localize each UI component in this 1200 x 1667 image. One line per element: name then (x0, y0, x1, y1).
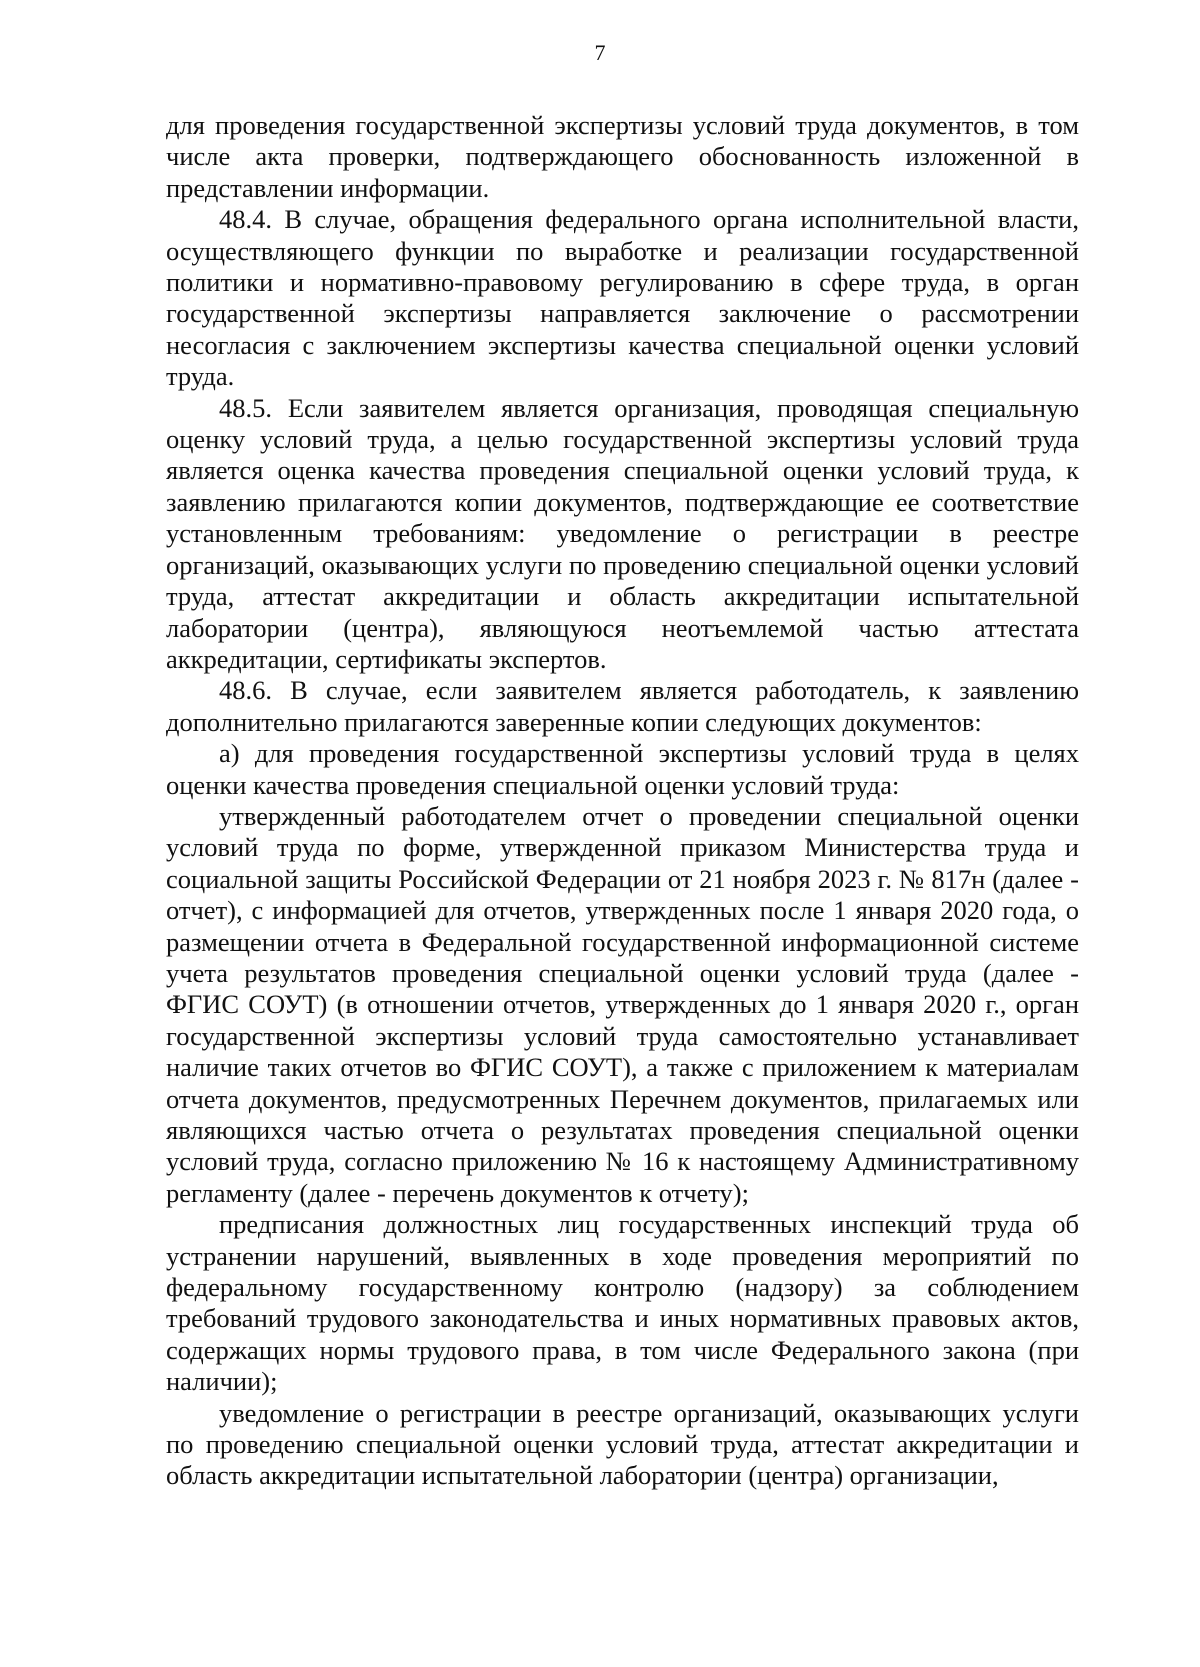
page-number: 7 (594, 40, 606, 65)
paragraph-48-5: 48.5. Если заявителем является организация, проводящая специальную оценку условий труда, а целью государственной экспертизы условий труда является оценка качества проведения специальной оценки условий труда, к заявлению прилагаются копии документов, подтверждающие ее соответствие установленным требованиям: уведомление о регистрации в реестре организаций, оказывающих услуги по проведению специальной оценки условий труда, аттестат аккредитации и область аккредитации испытательной лаборатории (центра), являющуюся неотъемлемой частью аттестата аккредитации, сертификаты экспертов. (166, 392, 1079, 674)
paragraph-48-6: 48.6. В случае, если заявителем является работодатель, к заявлению дополнительно прилагаются заверенные копии следующих документов: (166, 675, 1079, 737)
paragraph-registration-notice: уведомление о регистрации в реестре организаций, оказывающих услуги по проведению специальной оценки условий труда, аттестат аккредитации и область аккредитации испытательной лаборатории (центра) организации, (166, 1397, 1079, 1491)
paragraph-prescriptions: предписания должностных лиц государственных инспекций труда об устранении нарушений, выявленных в ходе проведения мероприятий по федеральному государственному контролю (надзору) за соблюдением требований трудового законодательства и иных нормативных правовых актов, содержащих нормы трудового права, в том числе Федерального закона (при наличии); (166, 1209, 1079, 1397)
paragraph-48-4: 48.4. В случае, обращения федерального органа исполнительной власти, осуществляющего функции по выработке и реализации государственной политики и нормативно-правовому регулированию в сфере труда, в орган государственной экспертизы направляется заключение о рассмотрении несогласия с заключением экспертизы качества специальной оценки условий труда. (166, 204, 1079, 392)
paragraph-continuation: для проведения государственной экспертизы условий труда документов, в том числе акта проверки, подтверждающего обоснованность изложенной в представлении информации. (166, 110, 1079, 203)
paragraph-48-6-a: а) для проведения государственной экспертизы условий труда в целях оценки качества проведения специальной оценки условий труда: (166, 738, 1079, 800)
paragraph-report: утвержденный работодателем отчет о проведении специальной оценки условий труда по форме, утвержденной приказом Министерства труда и социальной защиты Российской Федерации от 21 ноября 2023 г. № 817н (далее - отчет), с информацией для отчетов, утвержденных после 1 января 2020 года, о размещении отчета в Федеральной государственной информационной системе учета результатов проведения специальной оценки условий труда (далее - ФГИС СОУТ) (в отношении отчетов, утвержденных до 1 января 2020 г., орган государственной экспертизы условий труда самостоятельно устанавливает наличие таких отчетов во ФГИС СОУТ), а также с приложением к материалам отчета документов, предусмотренных Перечнем документов, прилагаемых или являющихся частью отчета о результатах проведения специальной оценки условий труда, согласно приложению № 16 к настоящему Административному регламенту (далее - перечень документов к отчету); (166, 800, 1079, 1208)
document-body (166, 110, 1079, 1492)
